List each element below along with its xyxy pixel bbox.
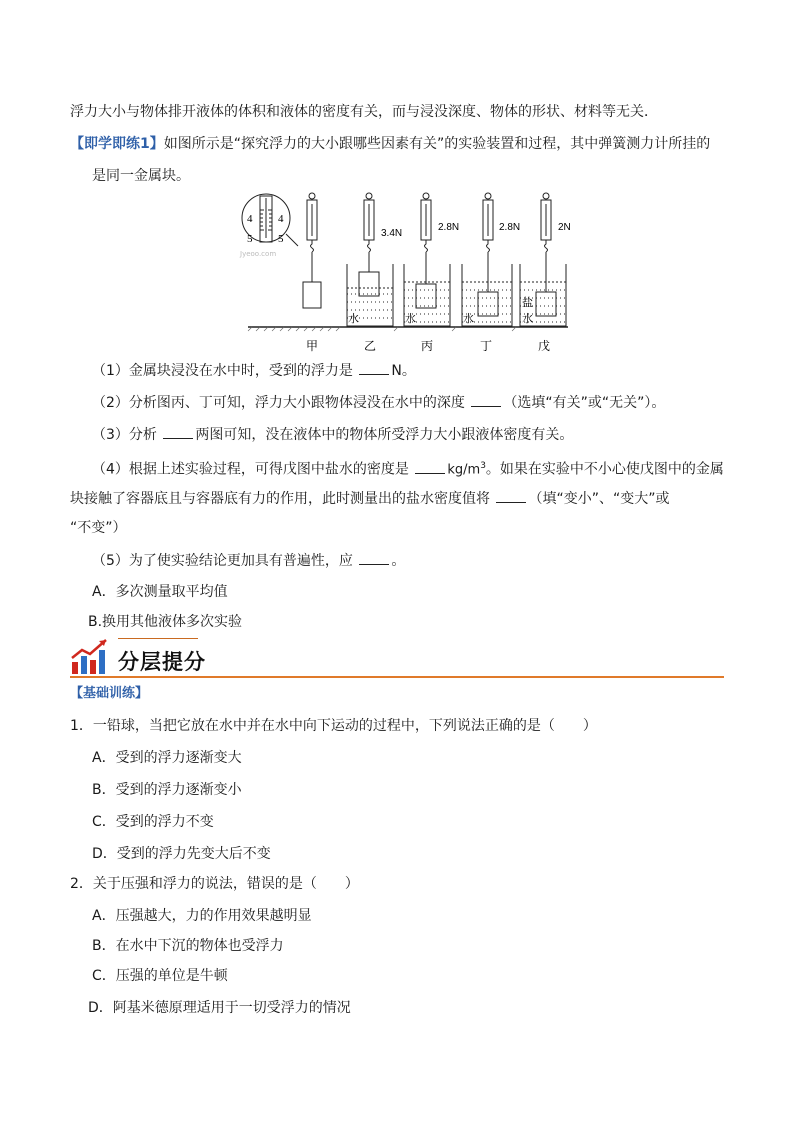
- liquid-label: 盐: [522, 296, 533, 309]
- station-yi: [347, 193, 393, 326]
- answer-blank[interactable]: [496, 488, 526, 503]
- example-text-1: 如图所示是“探究浮力的大小跟哪些因素有关”的实验装置和过程，其中弹簧测力计所挂的: [163, 136, 711, 152]
- magnifier-handle: [286, 234, 298, 246]
- example-line-2: 是同一金属块。: [92, 168, 190, 184]
- intro-line: 浮力大小与物体排开液体的体积和液体的密度有关，而与浸没深度、物体的形状、材料等无关．: [70, 104, 658, 120]
- answer-blank[interactable]: [359, 360, 389, 375]
- problem-1-option: A．受到的浮力逐渐变大: [92, 750, 242, 766]
- problem-2-option: A．压强越大，力的作用效果越明显: [92, 908, 312, 924]
- section-title: 分层提分: [118, 650, 206, 674]
- q4-line-3: “不变”）: [70, 520, 127, 536]
- station-label: 甲: [306, 339, 319, 353]
- problem-2-stem: 2．关于压强和浮力的说法，错误的是（ ）: [70, 876, 359, 892]
- station-bing: [404, 193, 450, 326]
- liquid-label: 水: [463, 312, 474, 325]
- training-header: 【基础训练】: [70, 686, 149, 701]
- example-line-1: [70, 134, 710, 154]
- problem-2-option: D．阿基米德原理适用于一切受浮力的情况: [88, 1000, 351, 1016]
- station-label: 戊: [538, 339, 551, 353]
- station-jia: [303, 193, 321, 308]
- growth-chart-icon: [70, 638, 112, 676]
- station-ding: [462, 193, 512, 326]
- q3-line: （3）分析 两图可知，没在液体中的物体所受浮力大小跟液体密度有关。: [92, 424, 573, 445]
- answer-blank[interactable]: [471, 392, 501, 407]
- q5-option-b: B.换用其他液体多次实验: [88, 614, 243, 630]
- scale-number: 4: [247, 213, 253, 225]
- section-rule: [70, 676, 724, 678]
- reading-wu: 2N: [558, 222, 571, 233]
- problem-2-option: C．压强的单位是牛顿: [92, 968, 228, 984]
- problem-1-option: D．受到的浮力先变大后不变: [92, 846, 271, 862]
- q4-line-2: 块接触了容器底且与容器底有力的作用，此时测量出的盐水密度值将 （填“变小”、“变大”或: [70, 488, 669, 509]
- reading-bing: 2.8N: [438, 222, 460, 233]
- watermark: Jyeoo.com: [240, 250, 277, 258]
- reading-yi: 3.4N: [381, 228, 403, 239]
- station-label: 丙: [421, 339, 434, 353]
- q1-line: （1）金属块浸没在水中时，受到的浮力是 N。: [92, 360, 416, 381]
- scale-number: 5: [278, 233, 284, 245]
- q5-option-a: A．多次测量取平均值: [92, 584, 228, 600]
- answer-blank[interactable]: [359, 550, 389, 565]
- example-tag: 【即学即练1】: [70, 136, 164, 152]
- q2-line: （2）分析图丙、丁可知，浮力大小跟物体浸没在水中的深度 （选填“有关”或“无关”）。: [92, 392, 665, 413]
- reading-ding: 2.8N: [499, 222, 521, 233]
- scale-number: 5: [247, 233, 253, 245]
- station-label: 丁: [480, 339, 493, 353]
- problem-1-option: C．受到的浮力不变: [92, 814, 214, 830]
- liquid-label: 水: [522, 312, 533, 325]
- liquid-label: 水: [405, 312, 416, 325]
- q4-line-1: （4）根据上述实验过程，可得戊图中盐水的密度是 $kg/m^3$。如果在实验中不小心使戊图中的金属: [92, 456, 724, 481]
- problem-1-stem: 1．一铅球，当把它放在水中并在水中向下运动的过程中，下列说法正确的是（ ）: [70, 718, 597, 734]
- q5-line: （5）为了使实验结论更加具有普遍性，应 。: [92, 550, 405, 571]
- answer-blank[interactable]: [415, 459, 445, 474]
- section-header: [70, 636, 724, 680]
- experiment-figure: [240, 190, 571, 355]
- problem-1-option: B．受到的浮力逐渐变小: [92, 782, 242, 798]
- liquid-label: 水: [348, 312, 359, 325]
- problem-2-option: B．在水中下沉的物体也受浮力: [92, 938, 284, 954]
- answer-blank[interactable]: [163, 424, 193, 439]
- scale-number: 4: [278, 213, 284, 225]
- section-top-rule: [118, 638, 198, 639]
- station-label: 乙: [364, 339, 377, 353]
